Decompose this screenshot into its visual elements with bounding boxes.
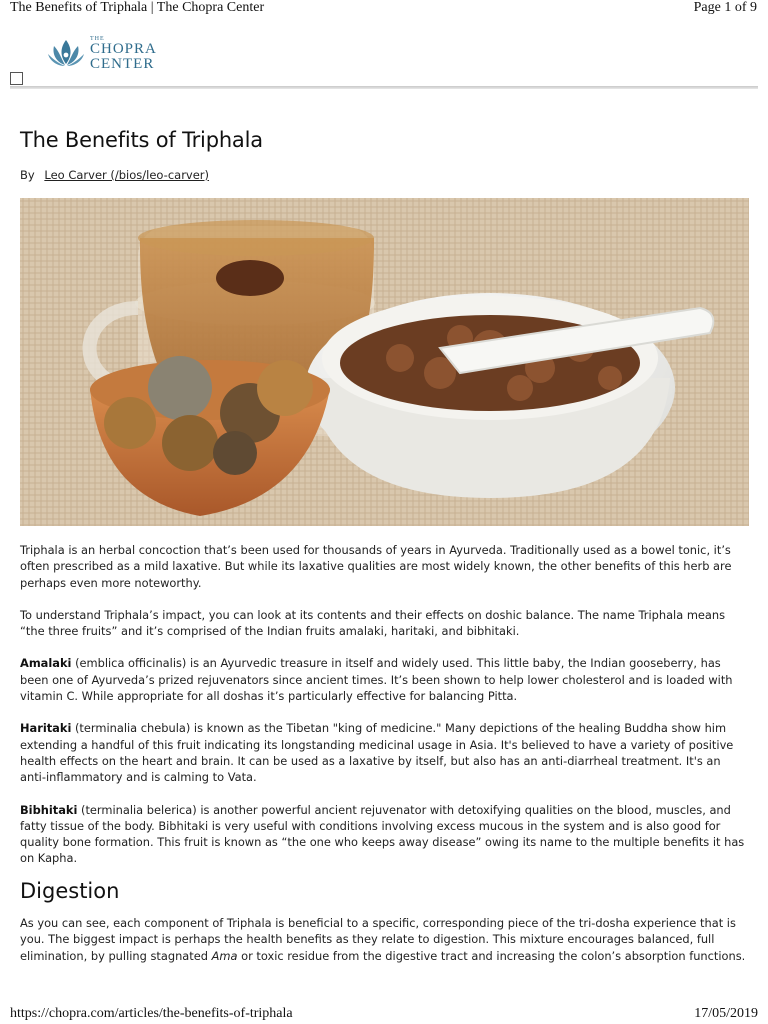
term-haritaki: Haritaki (20, 721, 72, 736)
paragraph-bibhitaki (20, 802, 748, 867)
article-title: The Benefits of Triphala (20, 128, 263, 152)
hero-image (20, 198, 749, 526)
triphala-photo (20, 198, 749, 526)
print-footer (0, 1006, 768, 1024)
heading-digestion: Digestion (20, 878, 120, 903)
term-ama: Ama (211, 948, 238, 963)
term-bibhitaki: Bibhitaki (20, 802, 78, 817)
lotus-icon (46, 34, 86, 74)
text-bibhitaki: (terminalia belerica) is another powerful ancient rejuvenator with detoxifying qualities on the blood, muscles, and fatty tissue of the body. Bibhitaki is very useful with conditions involving excess mucous in the system and is also good for quality bone formation. This fruit is known as “the one who keeps away disease” owing its name to the multiple benefits it has on Kapha. (20, 802, 745, 866)
text-digestion-a: As you can see, each component of Triphala is beneficial to a specific, corresponding piece of the tri-dosha experience that is you. The biggest impact is perhaps the health benefits as they relate to digestion. This mixture encourages balanced, full elimination, by pulling stagnated (20, 916, 736, 963)
checkbox[interactable] (10, 72, 23, 85)
print-page-number: Page 1 of 9 (693, 0, 757, 15)
text-amalaki: (emblica officinalis) is an Ayurvedic treasure in itself and widely used. This little baby, the Indian gooseberry, has been one of Ayurveda’s prized rejuvenators since ancient times. It’s been shown to help lower cholesterol and is loaded with vitamin C. While appropriate for all doshas it’s particularly effective for balancing Pitta. (20, 656, 733, 704)
article-body (20, 542, 748, 980)
chopra-center-logo[interactable] (46, 34, 176, 74)
paragraph-amalaki (20, 655, 748, 704)
logo-word-center: CENTER (90, 56, 155, 72)
text-digestion-b: or toxic residue from the digestive tract and increasing the colon’s absorption functions. (237, 948, 746, 963)
paragraph-haritaki (20, 720, 748, 785)
paragraph-contents: To understand Triphala’s impact, you can look at its contents and their effects on doshic balance. The name Triphala means “the three fruits” and it’s comprised of the Indian fruits amalaki, haritaki, and bibhitaki. (20, 607, 726, 639)
print-header-title: The Benefits of Triphala | The Chopra Center (10, 0, 265, 15)
byline (20, 168, 209, 182)
header-divider (10, 86, 758, 89)
author-link[interactable]: Leo Carver (/bios/leo-carver) (44, 168, 210, 182)
logo-word-chopra: CHOPRA (90, 41, 157, 57)
print-header (0, 0, 768, 18)
paragraph-intro: Triphala is an herbal concoction that’s been used for thousands of years in Ayurveda. Traditionally used as a bowel tonic, it’s often prescribed as a mild laxative. But while its laxative qualities are most widely known, the other benefits of this herb are perhaps even more noteworthy. (20, 543, 732, 590)
logo-the: THE (90, 36, 105, 42)
byline-by: By (20, 168, 35, 182)
print-footer-url: https://chopra.com/articles/the-benefits-of-triphala (10, 1006, 293, 1021)
print-footer-date: 17/05/2019 (694, 1006, 758, 1021)
text-haritaki: (terminalia chebula) is known as the Tibetan "king of medicine." Many depictions of the healing Buddha show him extending a handful of this fruit indicating its longstanding medicinal usage in Asia. It's believed to have a variety of positive health effects on the heart and brain. It can be used as a laxative by itself, but also has an anti-diarrheal treatment. It's an anti-inflammatory and is calming to Vata. (20, 721, 734, 785)
logo-wordmark (90, 36, 157, 72)
term-amalaki: Amalaki (20, 656, 72, 671)
paragraph-digestion (20, 915, 748, 964)
